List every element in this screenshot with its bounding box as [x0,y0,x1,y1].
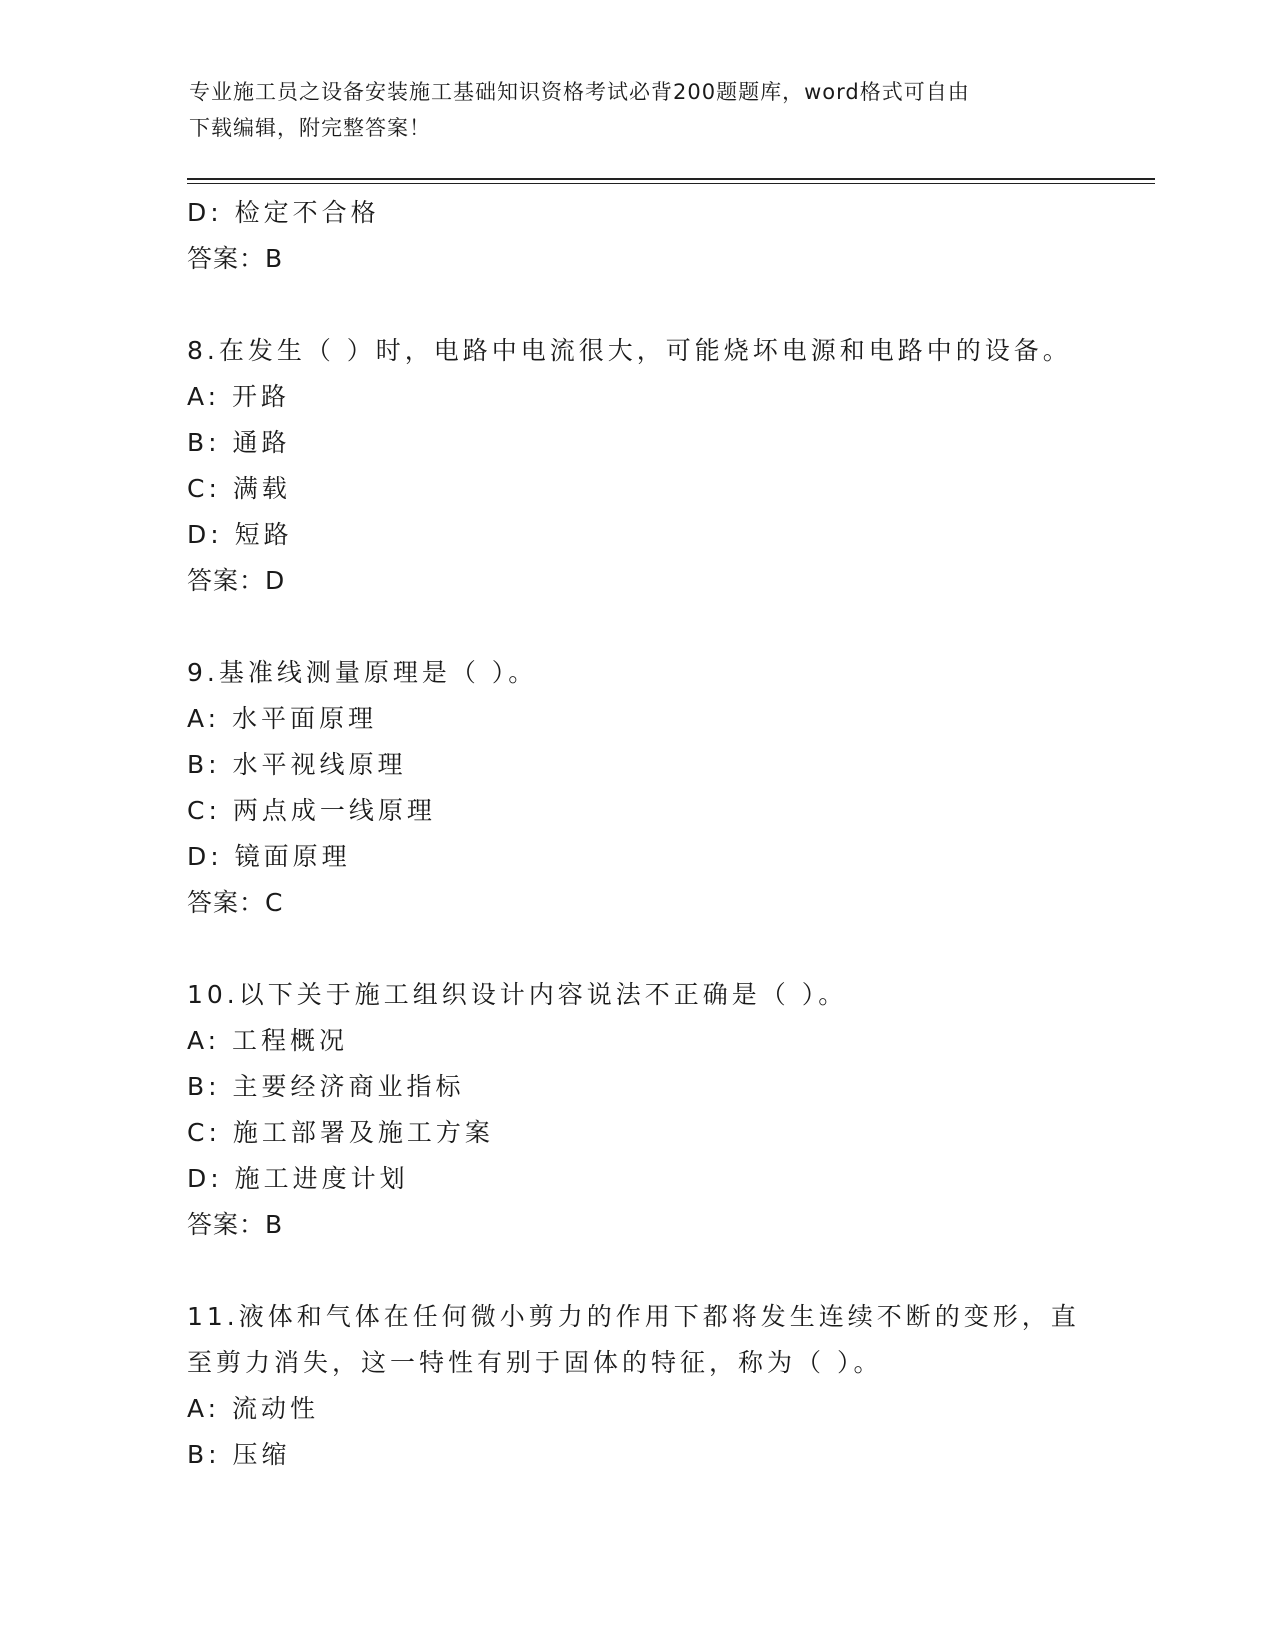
option-d: D: 施工进度计划 [187,1164,409,1193]
option-c: C: 施工部署及施工方案 [187,1118,494,1147]
option-a: A: 开路 [187,382,291,411]
option-d: D: 镜面原理 [187,842,351,871]
option-b: B: 压缩 [187,1440,291,1469]
option-b: B: 水平视线原理 [187,750,407,779]
spacer [187,604,1087,650]
answer-line: 答案：B [187,244,284,273]
option-c: C: 满载 [187,474,291,503]
option-d: D: 短路 [187,520,293,549]
header-divider [187,178,1155,184]
question-stem-line-1: 11.液体和气体在任何微小剪力的作用下都将发生连续不断的变形，直 [187,1302,1080,1331]
answer-line: 答案：C [187,888,284,917]
spacer [187,926,1087,972]
question-stem: 10.以下关于施工组织设计内容说法不正确是（ ）。 [187,980,848,1009]
option-a: A: 工程概况 [187,1026,349,1055]
option-b: B: 通路 [187,428,291,457]
option-c: C: 两点成一线原理 [187,796,436,825]
spacer [187,282,1087,328]
spacer [187,1248,1087,1294]
option-a: A: 水平面原理 [187,704,378,733]
question-8 [187,328,1087,604]
question-list [187,190,1087,1478]
question-10 [187,972,1087,1248]
header-line-1: 专业施工员之设备安装施工基础知识资格考试必背200题题库，word格式可自由 [189,80,970,104]
option-d: D: 检定不合格 [187,198,380,227]
answer-line: 答案：B [187,1210,284,1239]
document-header [189,74,1089,146]
question-stem: 8.在发生（ ）时，电路中电流很大，可能烧坏电源和电路中的设备。 [187,336,1072,365]
question-stem: 9.基准线测量原理是（ ）。 [187,658,538,687]
option-a: A: 流动性 [187,1394,320,1423]
header-line-2: 下载编辑，附完整答案！ [189,116,431,140]
answer-line: 答案：D [187,566,286,595]
question-11 [187,1294,1087,1478]
option-b: B: 主要经济商业指标 [187,1072,465,1101]
question-9 [187,650,1087,926]
question-stem-line-2: 至剪力消失，这一特性有别于固体的特征，称为（ ）。 [187,1348,883,1377]
